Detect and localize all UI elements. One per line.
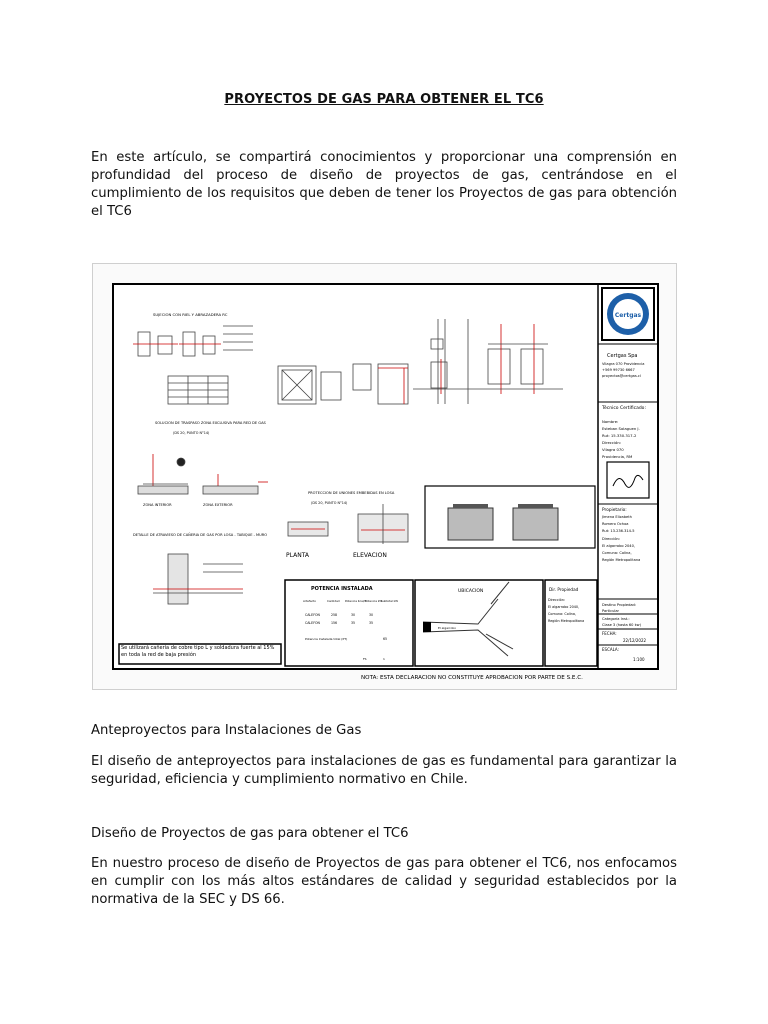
dir-propiedad-title: Dir. Propiedad <box>549 587 579 592</box>
dir-propiedad-line: Región Metropolitana <box>548 619 585 623</box>
potencia-header: Potencia kW <box>365 599 383 603</box>
potencia-header: Subtotal kW <box>381 599 398 603</box>
proteccion-label: PROTECCION DE UNIONES EMBEBIDAS EN LOSA <box>308 491 395 495</box>
company-line: +569 99730 6667 <box>602 368 635 372</box>
company-name: Certgas Spa <box>607 353 638 359</box>
propietario-field: Región Metropolitana <box>602 558 641 562</box>
categoria-label: Categoría Inst.: <box>602 617 630 621</box>
potencia-total-label: Potencia Instalada total (PT) <box>305 637 348 641</box>
solucion-label: SOLUCION DE TRASPASO ZONA EXCLUSIVA PARA RED DE GAS <box>155 421 266 425</box>
logo-text: Certgas <box>614 312 642 319</box>
propietario-field: Comuna: Colina, <box>602 551 632 555</box>
section2-body: En nuestro proceso de diseño de Proyectos de gas para obtener el TC6, nos enfocamos en cumplir con los más altos estándares de calidad y seguridad establecidos por la normativa de la SEC y DS 66. <box>91 856 677 907</box>
tecnico-field: Vilagra 070 <box>602 447 624 452</box>
potencia-cell: 258 <box>331 613 338 617</box>
potencia-title: POTENCIA INSTALADA <box>311 586 373 592</box>
dir-propiedad-line: Comuna: Colina, <box>548 612 576 616</box>
potencia-cell: 35 <box>369 621 374 625</box>
section1-body: El diseño de anteproyectos para instalaciones de gas es fundamental para garantizar la seguridad, eficiencia y cumplimiento normativo en Chile. <box>91 754 677 787</box>
propietario-field: Rut: 13.236.314-5 <box>602 529 635 533</box>
fecha-label: FECHA: <box>602 631 617 636</box>
propietario-field: Dirección: <box>602 537 621 541</box>
propietario-field: Jimena Elizabeth <box>602 515 632 519</box>
detalle-label: DETALLE DE ATRAVIESO DE CAÑERIA DE GAS POR LOSA - TABIQUE - MURO <box>133 533 268 537</box>
potencia-cell: 30 <box>351 613 356 617</box>
potencia-total: 65 <box>383 637 388 641</box>
propietario-label: Propietario: <box>602 508 627 513</box>
escala-label: ESCALA: <box>602 647 619 652</box>
tecnico-field: Dirección: <box>602 440 622 445</box>
potencia-header: Potencia Kcal/h <box>345 599 367 603</box>
proteccion-sub-label: (DS 20, PUNTO N°14) <box>311 501 348 505</box>
document-title: PROYECTOS DE GAS PARA OBTENER EL TC6 <box>224 92 544 107</box>
location-marker-icon <box>423 622 431 632</box>
destino-label: Destino Propiedad: <box>602 603 637 607</box>
potencia-header: Cantidad <box>327 599 340 603</box>
potencia-header: Artefacto <box>303 599 316 603</box>
dir-propiedad-line: El algarrobo 2040, <box>548 605 580 609</box>
street-label: El algarrobo <box>438 626 457 630</box>
potencia-cell: 156 <box>331 621 338 625</box>
escala-value: 1:100 <box>633 657 645 662</box>
nota-final: NOTA: ESTA DECLARACION NO CONSTITUYE APROBACION POR PARTE DE S.E.C. <box>361 675 583 681</box>
categoria-value: Clase 3 (hasta 60 kw) <box>602 623 642 627</box>
potencia-extra: 1 <box>383 657 385 661</box>
company-line: Vilagra 070 Providencia <box>602 362 645 366</box>
section2-heading: Diseño de Proyectos de gas para obtener el TC6 <box>91 826 409 841</box>
tecnico-label: Técnico Certificado: <box>602 406 646 411</box>
zona-interior-label: ZONA INTERIOR <box>143 503 172 507</box>
potencia-cell: CALEFON <box>305 613 320 617</box>
fecha-value: 22/12/2022 <box>623 638 647 643</box>
gas-project-drawing <box>92 263 677 690</box>
zona-exterior-label: ZONA EXTERIOR <box>203 503 233 507</box>
dir-propiedad-line: Dirección: <box>548 598 565 602</box>
potencia-cell: 30 <box>369 613 374 617</box>
propietario-field: Romero Ochoa <box>602 522 629 526</box>
tecnico-field: Esteban Solaguen J. <box>602 426 640 431</box>
sujecion-label: SUJECION CON RIEL Y ABRAZADERA RC <box>153 312 228 317</box>
potencia-extra: FS <box>363 657 367 661</box>
solucion-sub-label: (DS 20, PUNTO N°14) <box>173 431 210 435</box>
tecnico-field: Providencia, RM <box>602 454 633 459</box>
propietario-field: El algarrobo 2040, <box>602 544 636 548</box>
section1-heading: Anteproyectos para Instalaciones de Gas <box>91 723 362 738</box>
tecnico-field: Nombre: <box>602 419 619 424</box>
nota-cobre-text: Se utilizará cañería de cobre tipo L y soldadura fuerte al 15% en toda la red de baja presión <box>121 645 275 658</box>
potencia-cell: 35 <box>351 621 356 625</box>
tecnico-field: Rut: 15.330.317-2 <box>602 433 637 438</box>
planta-label: PLANTA <box>286 552 309 559</box>
destino-value: Particular <box>602 609 620 613</box>
elevacion-label: ELEVACION <box>353 552 387 559</box>
intro-paragraph: En este artículo, se compartirá conocimientos y proporcionar una comprensión en profundidad del proceso de diseño de proyectos de gas, centrándose en el cumplimiento de los requisitos que deben de tener los Proyectos de gas para obtención el TC6 <box>91 150 677 219</box>
potencia-cell: CALEFON <box>305 621 320 625</box>
ubicacion-title: UBICACION <box>458 589 484 594</box>
company-line: proyectos@certgas.cl <box>602 374 641 378</box>
